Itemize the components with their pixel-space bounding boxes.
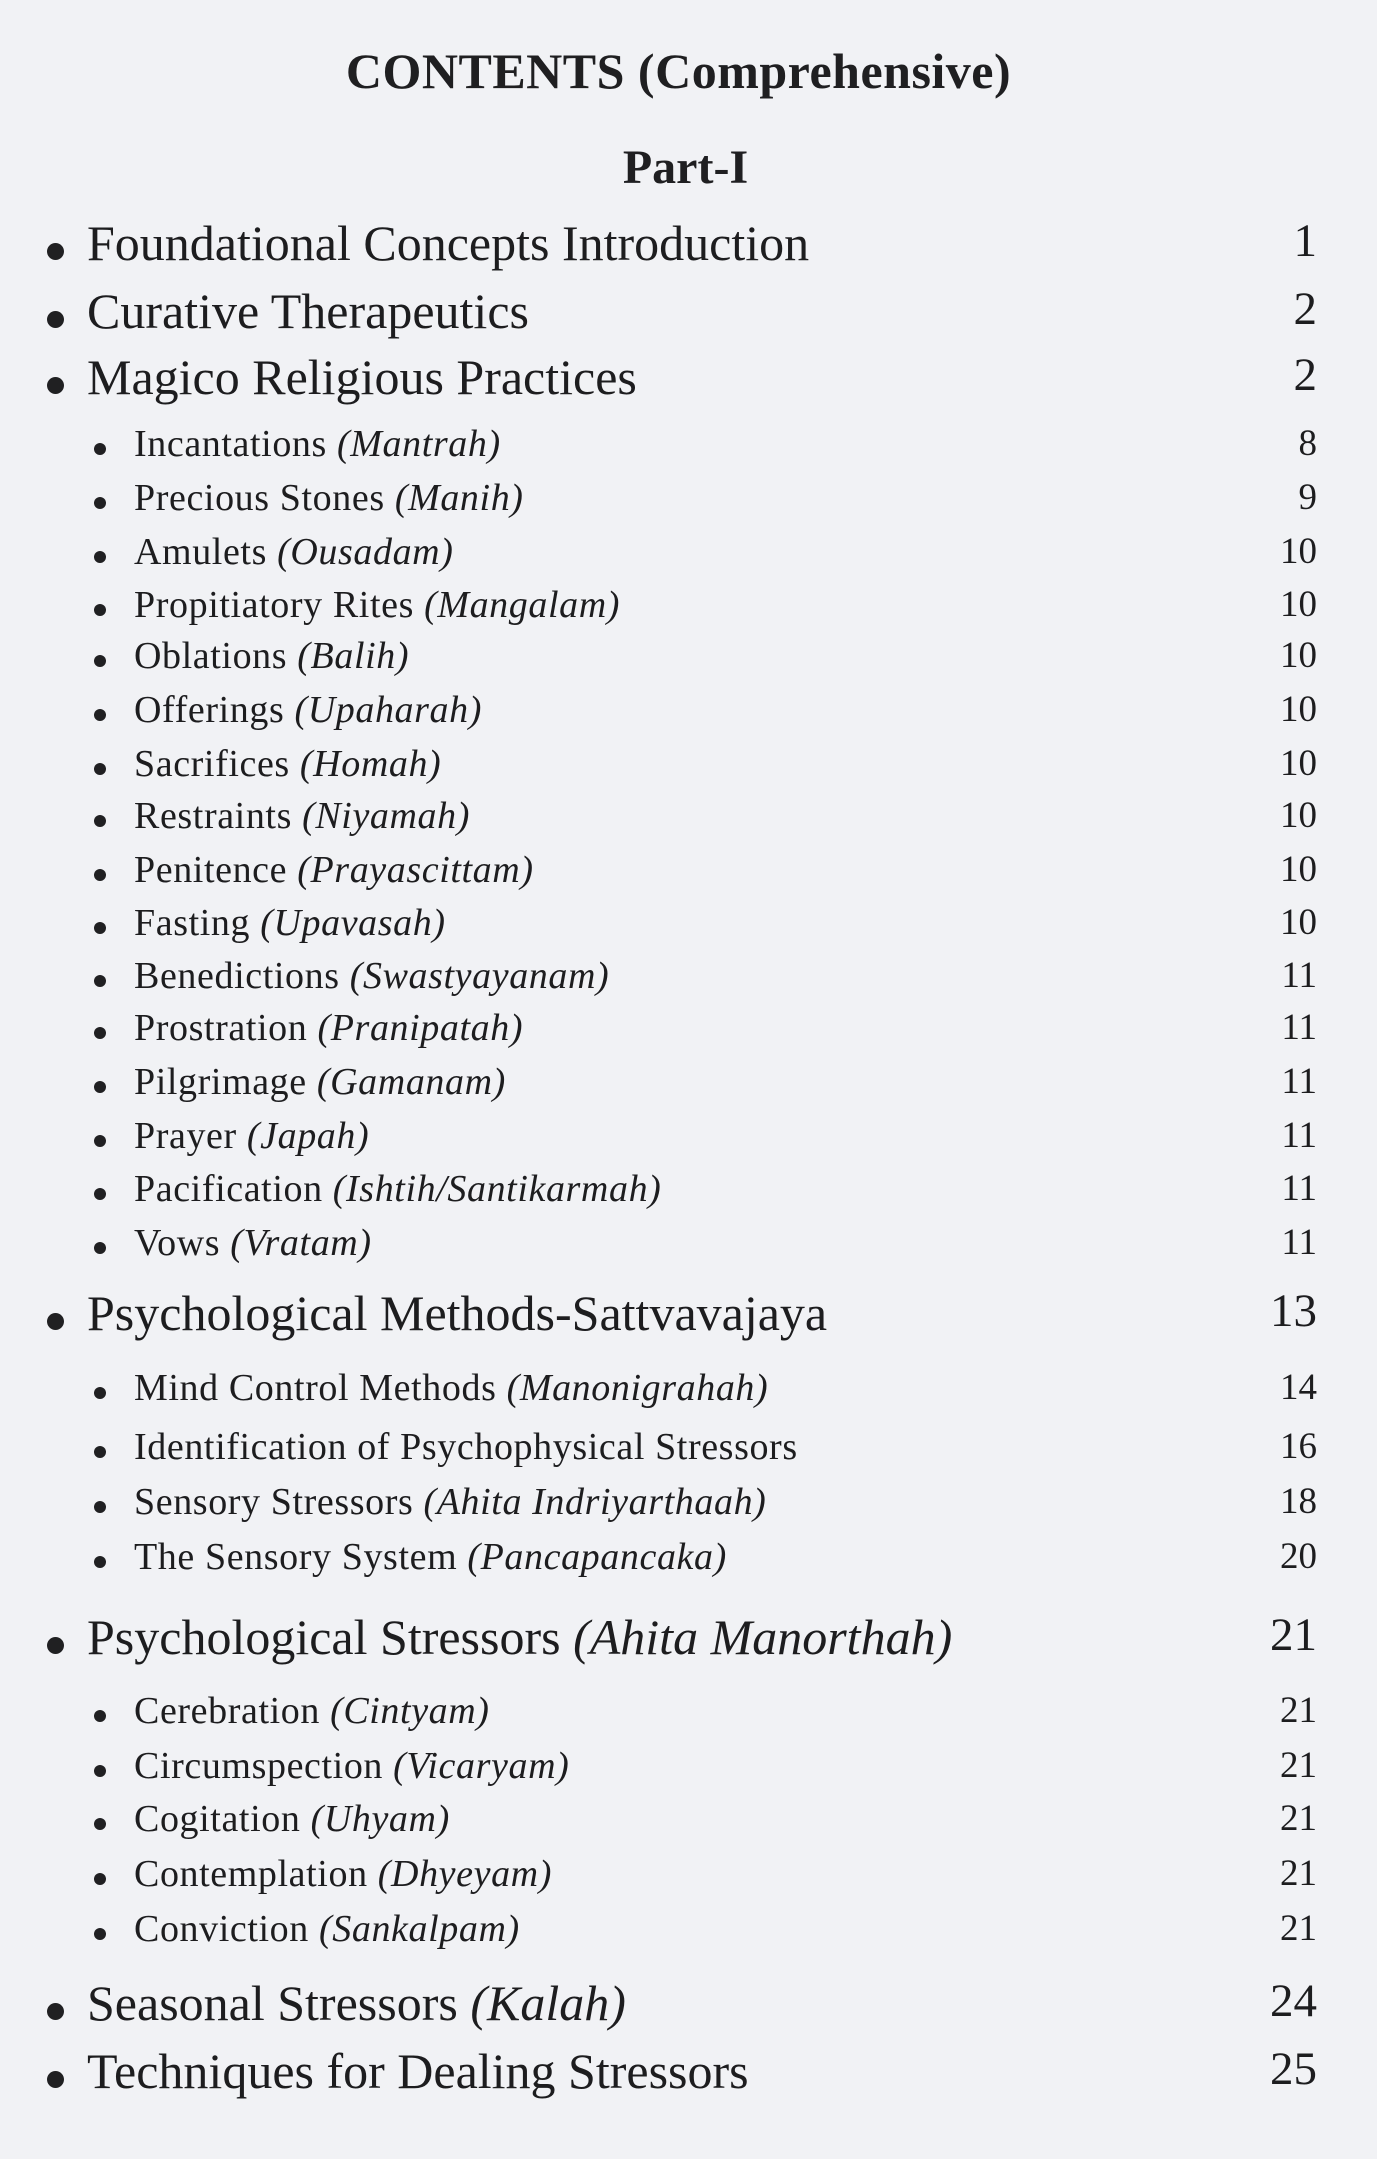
- entry-sanskrit-term: (Ousadam): [277, 531, 454, 573]
- entry-sanskrit-term: (Pancapancaka): [467, 1536, 727, 1578]
- page-number: 10: [1280, 635, 1317, 676]
- bullet-icon: [47, 243, 64, 260]
- page-number: 21: [1280, 1690, 1317, 1731]
- entry-sanskrit-term: (Cintyam): [330, 1690, 490, 1732]
- page-number: 16: [1280, 1426, 1317, 1467]
- entry-sanskrit-term: (Niyamah): [302, 795, 471, 837]
- entry-text: Sacrifices: [134, 743, 290, 785]
- toc-subsection: [0, 1224, 1377, 1284]
- entry-text: Vows: [134, 1222, 221, 1264]
- bullet-icon: [47, 2003, 64, 2020]
- entry-sanskrit-term: (Gamanam): [316, 1061, 506, 1103]
- toc-section: [0, 1975, 1377, 2038]
- entry-sanskrit-term: (Manih): [394, 477, 524, 519]
- entry-title: [87, 349, 637, 405]
- entry-text: Contemplation: [134, 1853, 368, 1895]
- page-number: 10: [1280, 743, 1317, 784]
- entry-title: [134, 851, 534, 889]
- page-number: 21: [1280, 1908, 1317, 1949]
- entry-text: The Sensory System: [134, 1536, 458, 1578]
- page-number: 11: [1281, 1061, 1317, 1102]
- bullet-icon: [47, 1637, 64, 1654]
- page-number: 24: [1270, 1975, 1317, 2027]
- entry-title: [134, 637, 409, 675]
- entry-title: [134, 1483, 766, 1521]
- bullet-icon: [94, 1556, 106, 1568]
- toc-section: [0, 1285, 1377, 1348]
- entry-title: [134, 586, 620, 624]
- page-number: 9: [1298, 477, 1317, 518]
- entry-sanskrit-term: (Mantrah): [337, 423, 501, 465]
- bullet-icon: [94, 1242, 106, 1254]
- bullet-icon: [94, 443, 106, 455]
- toc-section: [0, 2043, 1377, 2106]
- bullet-icon: [94, 497, 106, 509]
- bullet-icon: [94, 604, 106, 616]
- entry-text: Restraints: [134, 795, 292, 837]
- toc-section: [0, 1609, 1377, 1672]
- bullet-icon: [94, 869, 106, 881]
- entry-text: Pilgrimage: [134, 1061, 307, 1103]
- entry-text: Prayer: [134, 1115, 237, 1157]
- bullet-icon: [94, 551, 106, 563]
- entry-sanskrit-term: (Sankalpam): [319, 1908, 520, 1950]
- entry-title: [134, 479, 524, 517]
- entry-sanskrit-term: (Dhyeyam): [377, 1853, 552, 1895]
- entry-text: Propitiatory Rites: [134, 584, 414, 626]
- page-number: 10: [1280, 849, 1317, 890]
- bullet-icon: [94, 1081, 106, 1093]
- entry-sanskrit-term: (Upavasah): [260, 902, 446, 944]
- page-number: 13: [1270, 1285, 1317, 1337]
- toc-subsection: [0, 1855, 1377, 1915]
- page-number: 11: [1281, 1115, 1317, 1156]
- toc-section: [0, 349, 1377, 412]
- entry-sanskrit-term: (Homah): [299, 743, 442, 785]
- toc-subsection: [0, 1538, 1377, 1598]
- entry-sanskrit-term: (Swastyayanam): [349, 955, 610, 997]
- entry-sanskrit-term: (Uhyam): [310, 1798, 450, 1840]
- entry-title: [134, 425, 501, 463]
- entry-title: [134, 904, 446, 942]
- page-number: 10: [1280, 531, 1317, 572]
- page-number: 10: [1280, 795, 1317, 836]
- part-heading: Part-I: [622, 141, 749, 194]
- page-number: 18: [1280, 1481, 1317, 1522]
- entry-title: [134, 1538, 727, 1576]
- page-number: 21: [1280, 1853, 1317, 1894]
- toc-subsection: [0, 1800, 1377, 1860]
- toc-section: [0, 283, 1377, 346]
- entry-sanskrit-term: (Mangalam): [424, 584, 621, 626]
- entry-title: [134, 1747, 569, 1785]
- bullet-icon: [47, 377, 64, 394]
- entry-text: Mind Control Methods: [134, 1367, 497, 1409]
- entry-title: [134, 1428, 798, 1466]
- entry-sanskrit-term: (Japah): [246, 1115, 370, 1157]
- entry-title: [87, 1285, 828, 1341]
- bullet-icon: [94, 815, 106, 827]
- entry-sanskrit-term: (Kalah): [470, 1975, 626, 2031]
- entry-title: [134, 533, 453, 571]
- page-number: 21: [1270, 1609, 1317, 1661]
- entry-text: Seasonal Stressors: [87, 1975, 458, 2031]
- entry-text: Fasting: [134, 902, 251, 944]
- bullet-icon: [47, 2071, 64, 2088]
- entry-sanskrit-term: (Vratam): [230, 1222, 372, 1264]
- entry-title: [87, 1609, 953, 1665]
- entry-sanskrit-term: (Upaharah): [294, 689, 482, 731]
- entry-text: Amulets: [134, 531, 267, 573]
- toc-subsection: [0, 1428, 1377, 1488]
- entry-title: [134, 1063, 506, 1101]
- entry-title: [134, 1855, 552, 1893]
- entry-text: Precious Stones: [134, 477, 385, 519]
- page-number: 10: [1280, 689, 1317, 730]
- bullet-icon: [94, 922, 106, 934]
- page-number: 2: [1293, 349, 1317, 401]
- bullet-icon: [94, 1818, 106, 1830]
- bullet-icon: [47, 311, 64, 328]
- toc-subsection: [0, 797, 1377, 857]
- toc-subsection: [0, 1170, 1377, 1230]
- page-number: 1: [1293, 215, 1317, 267]
- entry-sanskrit-term: (Vicaryam): [393, 1745, 570, 1787]
- toc-subsection: [0, 1692, 1377, 1752]
- toc-subsection: [0, 691, 1377, 751]
- entry-text: Prostration: [134, 1007, 308, 1049]
- bullet-icon: [94, 763, 106, 775]
- entry-title: [134, 1224, 372, 1262]
- entry-sanskrit-term: (Balih): [297, 635, 410, 677]
- entry-text: Psychological Stressors: [87, 1609, 561, 1665]
- entry-title: [87, 1975, 626, 2031]
- bullet-icon: [94, 655, 106, 667]
- entry-title: [134, 1800, 450, 1838]
- bullet-icon: [94, 1501, 106, 1513]
- entry-title: [134, 797, 470, 835]
- bullet-icon: [94, 1135, 106, 1147]
- entry-text: Penitence: [134, 849, 288, 891]
- entry-text: Cerebration: [134, 1690, 320, 1732]
- entry-sanskrit-term: (Prayascittam): [297, 849, 534, 891]
- entry-title: [134, 691, 482, 729]
- page-number: 10: [1280, 584, 1317, 625]
- entry-title: [134, 957, 609, 995]
- entry-text: Incantations: [134, 423, 327, 465]
- toc-subsection: [0, 1009, 1377, 1069]
- page-number: 21: [1280, 1798, 1317, 1839]
- entry-text: Techniques for Dealing Stressors: [87, 2043, 749, 2099]
- entry-text: Magico Religious Practices: [87, 349, 637, 405]
- toc-section: [0, 215, 1377, 278]
- bullet-icon: [94, 975, 106, 987]
- entry-text: Psychological Methods-Sattvavajaya: [87, 1285, 828, 1341]
- page-number: 11: [1281, 1007, 1317, 1048]
- bullet-icon: [94, 709, 106, 721]
- page-number: 25: [1270, 2043, 1317, 2095]
- entry-text: Benedictions: [134, 955, 340, 997]
- entry-sanskrit-term: (Ahita Indriyarthaah): [423, 1481, 767, 1523]
- entry-title: [134, 1170, 661, 1208]
- entry-text: Sensory Stressors: [134, 1481, 414, 1523]
- entry-title: [134, 1117, 369, 1155]
- bullet-icon: [94, 1928, 106, 1940]
- entry-text: Curative Therapeutics: [87, 283, 529, 339]
- toc-subsection: [0, 637, 1377, 697]
- toc-subsection: [0, 1910, 1377, 1970]
- page-number: 2: [1293, 283, 1317, 335]
- bullet-icon: [94, 1446, 106, 1458]
- entry-sanskrit-term: (Ishtih/Santikarmah): [332, 1168, 662, 1210]
- entry-title: [87, 2043, 749, 2099]
- entry-title: [134, 745, 441, 783]
- page-number: 11: [1281, 955, 1317, 996]
- entry-text: Pacification: [134, 1168, 323, 1210]
- page-number: 20: [1280, 1536, 1317, 1577]
- entry-text: Offerings: [134, 689, 285, 731]
- toc-subsection: [0, 1063, 1377, 1123]
- entry-title: [134, 1369, 768, 1407]
- entry-text: Conviction: [134, 1908, 309, 1950]
- entry-text: Foundational Concepts Introduction: [87, 215, 810, 271]
- entry-sanskrit-term: (Ahita Manorthah): [573, 1609, 953, 1665]
- bullet-icon: [94, 1387, 106, 1399]
- entry-text: Identification of Psychophysical Stressors: [134, 1426, 798, 1468]
- page-number: 11: [1281, 1222, 1317, 1263]
- toc-subsection: [0, 425, 1377, 485]
- page-number: 8: [1298, 423, 1317, 464]
- toc-subsection: [0, 1369, 1377, 1429]
- page-number: 21: [1280, 1745, 1317, 1786]
- bullet-icon: [94, 1873, 106, 1885]
- entry-sanskrit-term: (Manonigrahah): [506, 1367, 769, 1409]
- page-number: 10: [1280, 902, 1317, 943]
- entry-title: [134, 1692, 490, 1730]
- bullet-icon: [94, 1027, 106, 1039]
- toc-subsection: [0, 1483, 1377, 1543]
- entry-sanskrit-term: (Pranipatah): [317, 1007, 524, 1049]
- page-title: CONTENTS (Comprehensive): [345, 43, 1012, 99]
- bullet-icon: [94, 1710, 106, 1722]
- entry-text: Circumspection: [134, 1745, 384, 1787]
- entry-title: [134, 1910, 520, 1948]
- page-number: 14: [1280, 1367, 1317, 1408]
- entry-text: Oblations: [134, 635, 288, 677]
- entry-title: [87, 215, 810, 271]
- entry-title: [87, 283, 529, 339]
- bullet-icon: [94, 1188, 106, 1200]
- bullet-icon: [47, 1313, 64, 1330]
- toc-subsection: [0, 479, 1377, 539]
- page-number: 11: [1281, 1168, 1317, 1209]
- entry-title: [134, 1009, 523, 1047]
- bullet-icon: [94, 1765, 106, 1777]
- entry-text: Cogitation: [134, 1798, 301, 1840]
